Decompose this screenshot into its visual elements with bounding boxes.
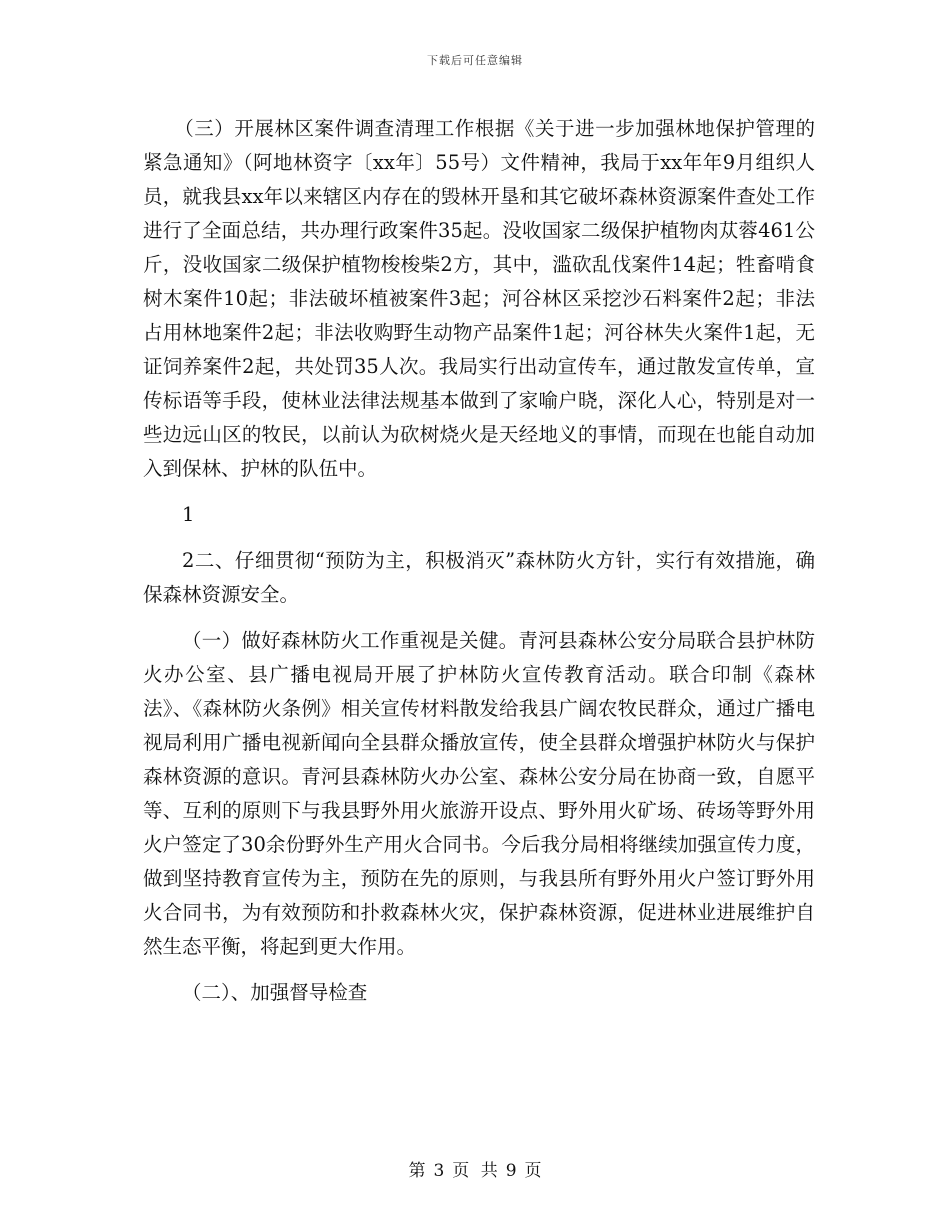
page-footer	[0, 1156, 950, 1181]
footer-current-page: 3	[433, 1161, 445, 1181]
footer-total-pages: 9	[505, 1161, 517, 1181]
paragraph-supervision-heading: （二）、加强督导检查	[182, 981, 368, 1004]
document-body	[143, 112, 815, 1010]
footer-middle: 页 共	[452, 1161, 498, 1181]
footer-suffix: 页	[524, 1161, 542, 1181]
paragraph-fire-prevention-publicity: （一）做好森林防火工作重视是关健。青河县森林公安分局联合县护林防火办公室、县广播电视局开展了护林防火宣传教育活动。联合印制《森林法》、《森林防火条例》相关宣传材料散发给我县广阔农牧民群众，通过广播电视局利用广播电视新闻向全县群众播放宣传，使全县群众增强护林防火与保护森林资源的意识。青河县森林防火办公室、森林公安分局在协商一致，自愿平等、互利的原则下与我县野外用火旅游开设点、野外用火矿场、砖场等野外用火户签定了30余份野外生产用火合同书。今后我分局相将继续加强宣传力度，做到坚持教育宣传为主，预防在先的原则，与我县所有野外用火户签订野外用火合同书，为有效预防和扑救森林火灾，保护森林资源，促进林业进展维护自然生态平衡，将起到更大作用。	[143, 629, 815, 958]
paragraph-fire-prevention-heading: 2二、仔细贯彻“预防为主，积极消灭”森林防火方针，实行有效措施，确保森林资源安全。	[143, 549, 815, 606]
page-header-note: 下载后可任意编辑	[427, 54, 523, 67]
footer-prefix: 第	[408, 1161, 426, 1181]
paragraph-page-number-marker: 1	[182, 503, 195, 526]
paragraph-case-investigation: （三）开展林区案件调查清理工作根据《关于进一步加强林地保护管理的紧急通知》（阿地林资字〔xx年〕55号）文件精神，我局于xx年年9月组织人员，就我县xx年以来辖区内存在的毁林开垦和其它破坏森林资源案件查处工作进行了全面总结，共办理行政案件35起。没收国家二级保护植物肉苁蓉461公斤，没收国家二级保护植物梭梭柴2方，其中，滥砍乱伐案件14起；牲畜啃食树木案件10起；非法破坏植被案件3起；河谷林区采挖沙石料案件2起；非法占用林地案件2起；非法收购野生动物产品案件1起；河谷林失火案件1起，无证饲养案件2起，共处罚35人次。我局实行出动宣传车，通过散发宣传单，宣传标语等手段，使林业法律法规基本做到了家喻户晓，深化人心，特别是对一些边远山区的牧民，以前认为砍树烧火是天经地义的事情，而现在也能自动加入到保林、护林的队伍中。	[143, 117, 815, 480]
